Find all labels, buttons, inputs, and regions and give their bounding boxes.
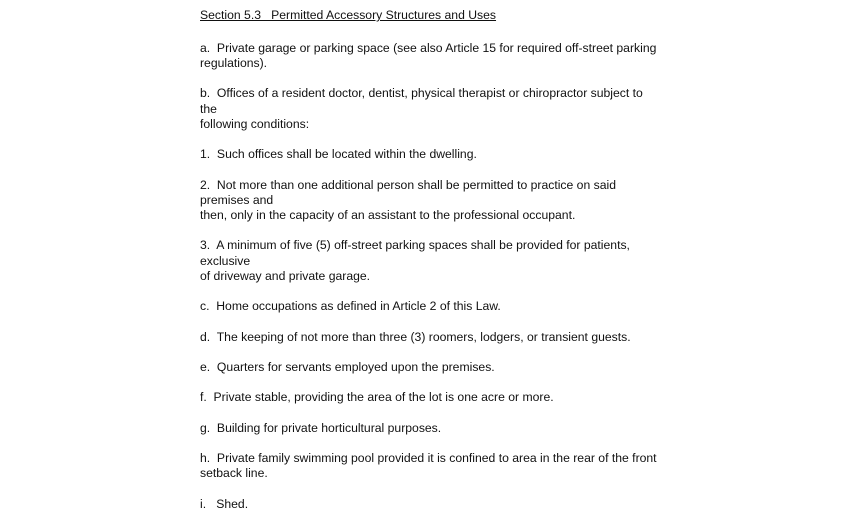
condition-3: 3. A minimum of five (5) off-street parking spaces shall be provided for patients, exclusive of driveway and private garage. [200,238,630,283]
section-heading: Section 5.3 Permitted Accessory Structures and Uses [200,8,497,22]
paragraph-a: a. Private garage or parking space (see also Article 15 for required off-street parking regulations). [200,40,657,70]
paragraph-b: b. Offices of a resident doctor, dentist, physical therapist or chiropractor subject to the following conditions: [200,86,643,131]
paragraph-g: g. Building for private horticultural purposes. [200,420,442,435]
paragraph-d: d. The keeping of not more than three (3) roomers, lodgers, or transient guests. [200,329,631,344]
paragraph-f: f. Private stable, providing the area of the lot is one acre or more. [200,390,554,405]
paragraph-i: i. Shed. [200,496,249,511]
paragraph-e: e. Quarters for servants employed upon the premises. [200,359,495,374]
paragraph-c: c. Home occupations as defined in Article 2 of this Law. [200,299,501,314]
document-page [200,8,660,527]
paragraph-h: h. Private family swimming pool provided it is confined to area in the rear of the front setback line. [200,451,657,481]
condition-1: 1. Such offices shall be located within the dwelling. [200,147,477,162]
condition-2: 2. Not more than one additional person shall be permitted to practice on said premises and then, only in the capacity of an assistant to the professional occupant. [200,177,616,222]
